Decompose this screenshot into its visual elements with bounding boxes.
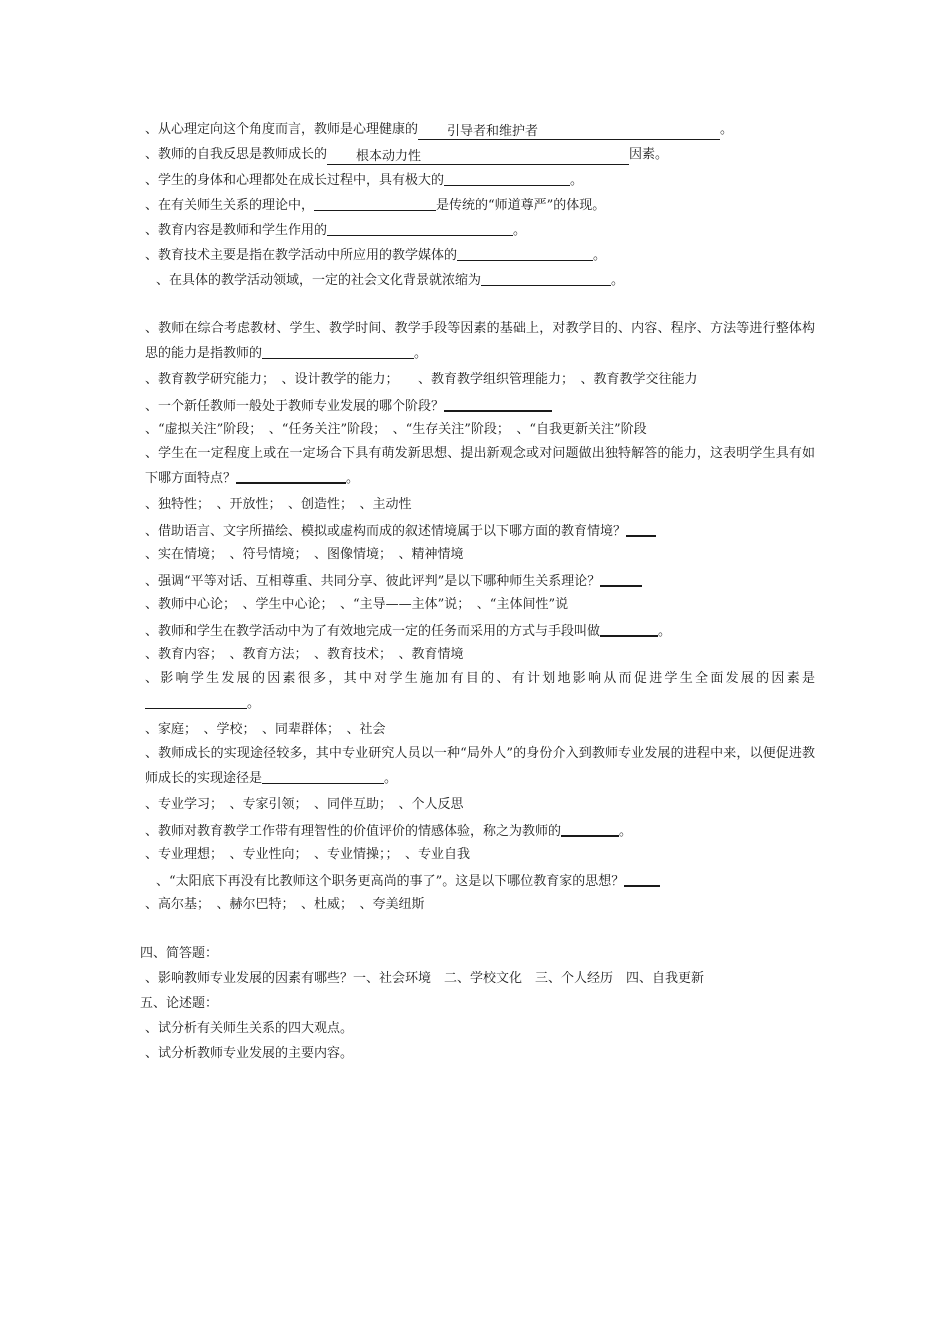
answer-blank: [327, 149, 629, 165]
choice-question-4: [145, 521, 815, 540]
question-end: 是传统的“师道尊严”的体现。: [436, 198, 606, 213]
question-text: 、“太阳底下再没有比教师这个职务更高尚的事了”。这是以下哪位教育家的思想？: [156, 874, 625, 889]
short-answer-question-1: 、影响教师专业发展的因素有哪些？一、社会环境 二、学校文化 三、个人经历 四、自我更新: [145, 971, 705, 986]
answer-blank: [600, 621, 658, 637]
question-text: 、在有关师生关系的理论中，: [145, 198, 315, 213]
question-text: 、借助语言、文字所描绘、模拟或虚构而成的叙述情境属于以下哪方面的教育情境？: [145, 524, 627, 539]
answer-blank: [444, 396, 552, 412]
answer-blank: [626, 521, 656, 537]
question-end: 。: [247, 696, 261, 711]
question-text: 、教师对教育教学工作带有理智性的价值评价的情感体验，称之为教师的: [145, 824, 562, 839]
fill-question-2: [145, 146, 815, 165]
choice-options-7: 、家庭； 、学校； 、同辈群体； 、社会: [145, 722, 386, 737]
answer-blank: [481, 271, 611, 286]
answer-text: 引导者和维护者: [447, 124, 539, 139]
question-text: 、强调“平等对话、互相尊重、共同分享、彼此评判”是以下哪种师生关系理论？: [145, 574, 601, 589]
question-text: 、影响学生发展的因素很多，其中对学生施加有目的、有计划地影响从而促进学生全面发展的因素是: [145, 671, 815, 686]
question-end: 因素。: [629, 147, 669, 162]
fill-question-5: [145, 221, 815, 239]
choice-question-1: [145, 316, 815, 366]
choice-question-5: [145, 571, 815, 590]
question-end: 。: [611, 273, 625, 288]
choice-options-9: 、专业理想； 、专业性向； 、专业情操；； 、专业自我: [145, 847, 471, 862]
question-text: 、学生在一定程度上或在一定场合下具有萌发新思想、提出新观念或对问题做出独特解答的能力，这表明学生具有如下哪方面特点？: [145, 446, 815, 486]
answer-blank: [262, 769, 384, 784]
choice-question-10: [156, 871, 826, 890]
section-heading-short-answer: 四、简答题：: [140, 946, 219, 961]
answer-blank: [457, 246, 593, 261]
answer-blank: [561, 821, 619, 837]
choice-question-9: [145, 821, 815, 840]
choice-question-2: [145, 396, 815, 415]
choice-options-2: 、“虚拟关注”阶段； 、“任务关注”阶段； 、“生存关注”阶段； 、“自我更新关注”阶段: [145, 422, 647, 437]
question-end: 。: [513, 223, 527, 238]
section-heading-essay: 五、论述题：: [140, 996, 219, 1011]
answer-blank: [145, 694, 247, 709]
fill-question-6: [145, 246, 815, 264]
answer-text: 根本动力性: [356, 149, 422, 164]
choice-options-1: 、教育教学研究能力； 、设计教学的能力； 、教育教学组织管理能力； 、教育教学交往能力: [145, 372, 698, 387]
choice-options-8: 、专业学习； 、专家引领； 、同伴互助； 、个人反思: [145, 797, 464, 812]
question-end: 。: [384, 771, 398, 786]
essay-question-1: 、试分析有关师生关系的四大观点。: [145, 1021, 354, 1036]
question-end: 。: [658, 624, 672, 639]
question-text: 、学生的身体和心理都处在成长过程中，具有极大的: [145, 173, 445, 188]
question-text: 、从心理定向这个角度而言，教师是心理健康的: [145, 122, 419, 137]
question-end: 。: [720, 122, 734, 137]
choice-question-3: [145, 441, 815, 491]
fill-question-1: [145, 121, 815, 140]
answer-blank: [236, 468, 346, 484]
choice-options-10: 、高尔基； 、赫尔巴特； 、杜威； 、夸美纽斯: [145, 897, 425, 912]
question-end: 。: [414, 346, 428, 361]
question-text: 、教育内容是教师和学生作用的: [145, 223, 328, 238]
fill-question-4: [145, 196, 815, 214]
choice-options-3: 、独特性； 、开放性； 、创造性； 、主动性: [145, 497, 412, 512]
answer-blank: [624, 871, 660, 887]
question-text: 、教育技术主要是指在教学活动中所应用的教学媒体的: [145, 248, 458, 263]
question-text: 、在具体的教学活动领域，一定的社会文化背景就浓缩为: [156, 273, 482, 288]
choice-question-7: [145, 666, 815, 716]
question-text: 、教师和学生在教学活动中为了有效地完成一定的任务而采用的方式与手段叫做: [145, 624, 601, 639]
question-end: 。: [619, 824, 633, 839]
choice-question-8: [145, 741, 815, 791]
question-end: 。: [570, 173, 584, 188]
answer-blank: [444, 171, 570, 186]
fill-question-7: [156, 271, 826, 289]
answer-blank: [262, 344, 414, 359]
answer-blank: [600, 571, 642, 587]
choice-options-4: 、实在情境； 、符号情境； 、图像情境； 、精神情境: [145, 547, 464, 562]
question-end: 。: [346, 471, 360, 486]
choice-options-5: 、教师中心论； 、学生中心论； 、“主导——主体”说； 、“主体间性”说: [145, 597, 569, 612]
question-text: 、教师在综合考虑教材、学生、教学时间、教学手段等因素的基础上，对教学目的、内容、程序、方法等进行整体构思的能力是指教师的: [145, 321, 815, 361]
question-text: 、教师成长的实现途径较多，其中专业研究人员以一种“局外人”的身份介入到教师专业发展的进程中来，以便促进教师成长的实现途径是: [145, 746, 815, 786]
fill-question-3: [145, 171, 815, 189]
answer-blank: [314, 196, 436, 211]
answer-blank: [418, 124, 720, 140]
question-end: 。: [593, 248, 607, 263]
essay-question-2: 、试分析教师专业发展的主要内容。: [145, 1046, 354, 1061]
question-text: 、教师的自我反思是教师成长的: [145, 147, 328, 162]
question-text: 、一个新任教师一般处于教师专业发展的哪个阶段？: [145, 399, 445, 414]
choice-question-6: [145, 621, 815, 640]
answer-blank: [327, 221, 513, 236]
choice-options-6: 、教育内容； 、教育方法； 、教育技术； 、教育情境: [145, 647, 464, 662]
